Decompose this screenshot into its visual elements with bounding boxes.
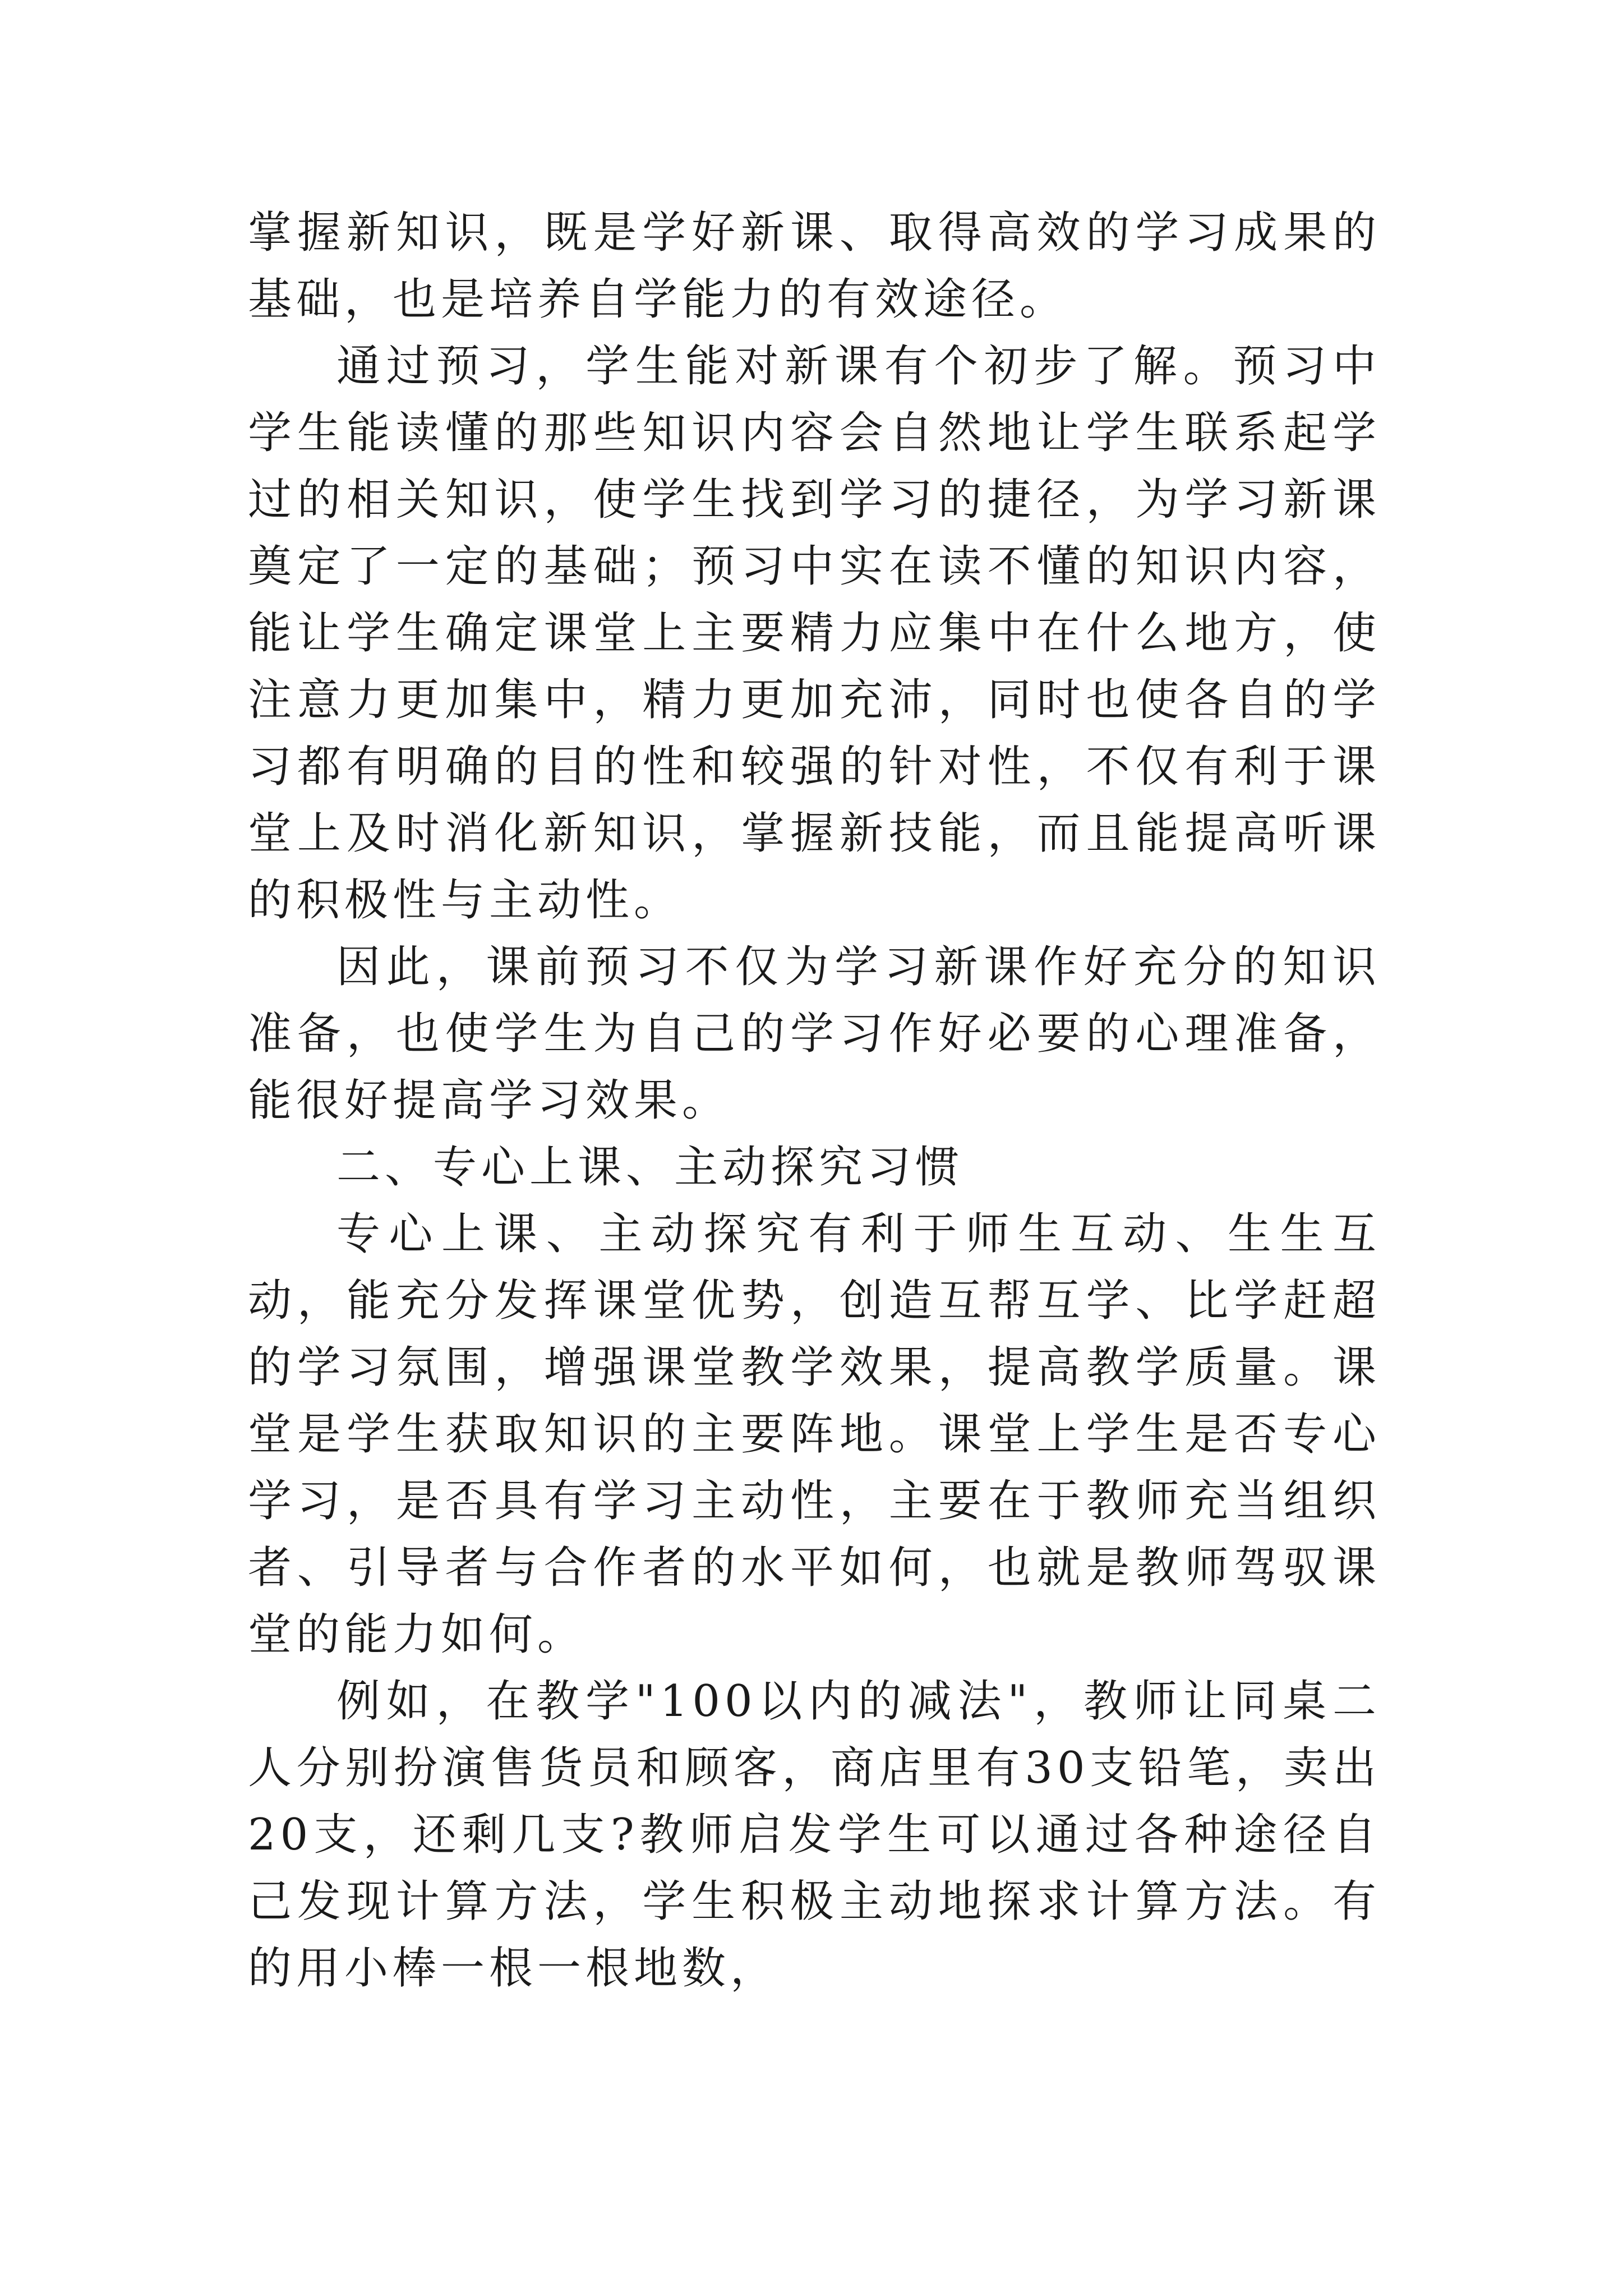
paragraph-4: 专心上课、主动探究有利于师生互动、生生互动，能充分发挥课堂优势，创造互帮互学、比学赶超的学习氛围，增强课堂教学效果，提高教学质量。课堂是学生获取知识的主要阵地。课堂上学生是否专心学习，是否具有学习主动性，主要在于教师充当组织者、引导者与合作者的水平如何，也就是教师驾驭课堂的能力如何。 bbox=[248, 1209, 1381, 1660]
section-heading: 二、专心上课、主动探究习惯 bbox=[336, 1142, 964, 1193]
document-body bbox=[248, 200, 1381, 2002]
paragraph-5: 例如，在教学"100以内的减法"，教师让同桌二人分别扮演售货员和顾客，商店里有30支铅笔，卖出20支，还剩几支?教师启发学生可以通过各种途径自己发现计算方法，学生积极主动地探求计算方法。有的用小棒一根一根地数， bbox=[248, 1676, 1381, 1994]
paragraph-2: 通过预习，学生能对新课有个初步了解。预习中学生能读懂的那些知识内容会自然地让学生联系起学过的相关知识，使学生找到学习的捷径，为学习新课奠定了一定的基础；预习中实在读不懂的知识内容，能让学生确定课堂上主要精力应集中在什么地方，使注意力更加集中，精力更加充沛，同时也使各自的学习都有明确的目的性和较强的针对性，不仅有利于课堂上及时消化新知识，掌握新技能，而且能提高听课的积极性与主动性。 bbox=[248, 341, 1381, 926]
paragraph-3: 因此，课前预习不仅为学习新课作好充分的知识准备，也使学生为自己的学习作好必要的心理准备，能很好提高学习效果。 bbox=[248, 942, 1381, 1126]
paragraph-1: 掌握新知识，既是学好新课、取得高效的学习成果的基础，也是培养自学能力的有效途径。 bbox=[248, 208, 1381, 325]
